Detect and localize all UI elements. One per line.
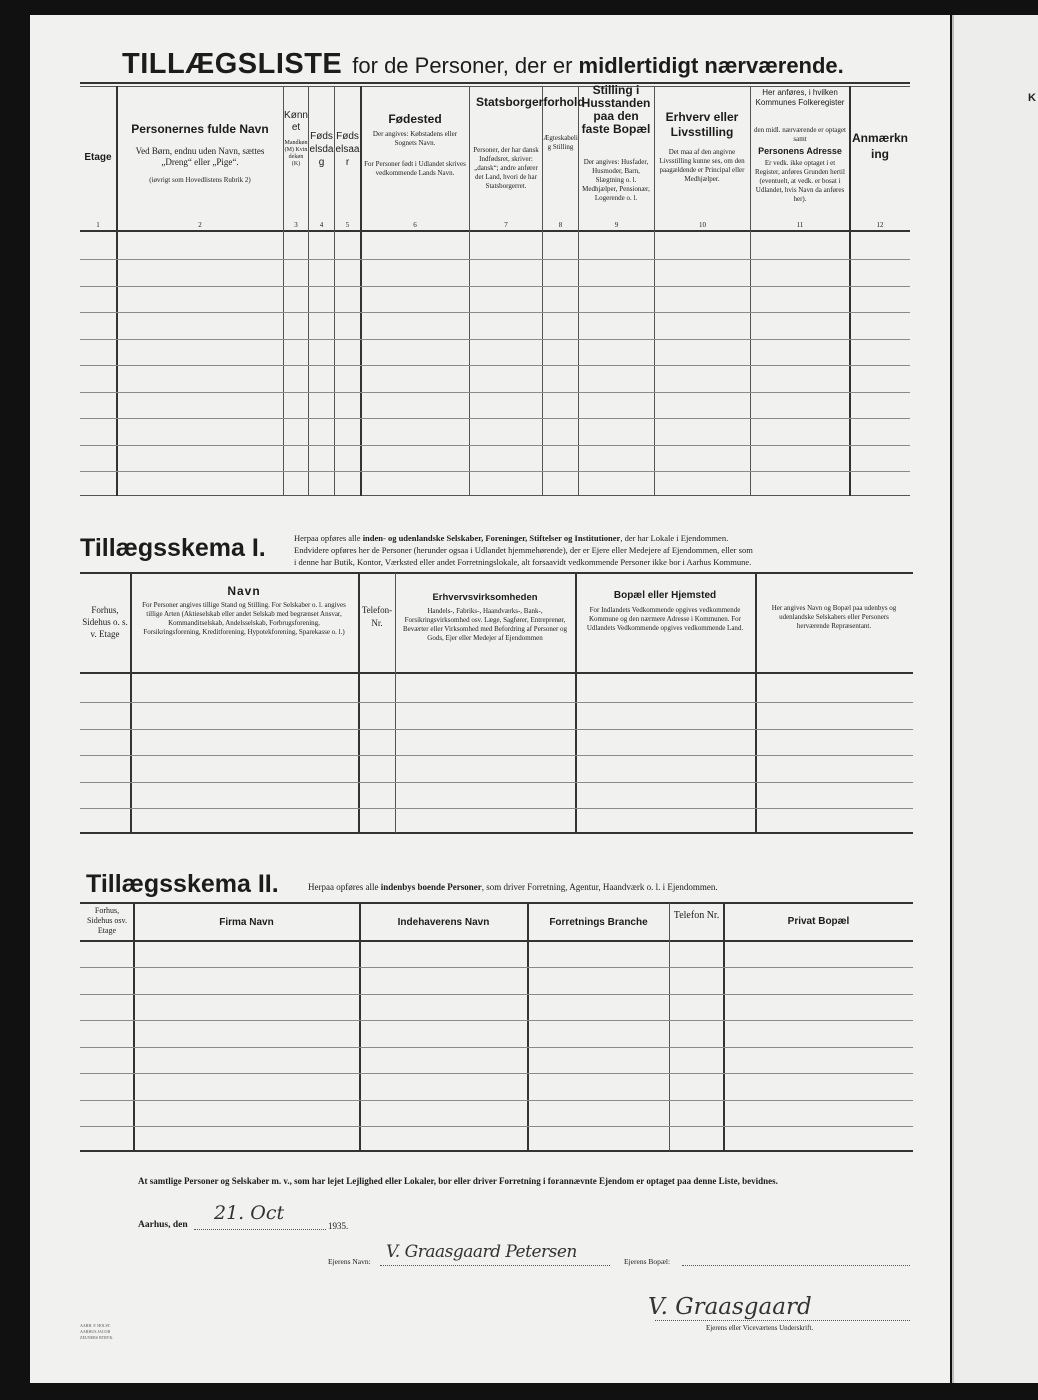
skema1-col-navn-note: For Personer angives tillige Stand og Stilling. For Selskaber o. l. angives tillige Arten (Aktieselskab eller andet Selskab med begrænset Ansvar, Kommanditselskab, Andelsselskab, Forbrugsforening, Forsikringsforening, Kreditforening, Hypotekforening, Sparekasse o. l.)	[142, 601, 346, 636]
skema1-vline	[130, 573, 132, 833]
skema2-desc-pre: Herpaa opføres alle	[308, 882, 381, 892]
skema1-col-bopael-title: Bopæl eller Hjemsted	[613, 590, 717, 601]
list-top-rule-2	[80, 86, 910, 87]
list-blank-row	[80, 312, 910, 313]
list-blank-row	[80, 471, 910, 472]
skema1-col-telefon: Telefon-Nr.	[361, 605, 393, 628]
skema2-vline	[669, 903, 670, 1151]
owner-name-signature: V. Graasgaard Petersen	[386, 1242, 577, 1262]
skema2-vline	[359, 903, 361, 1151]
col-number: 11	[796, 221, 804, 229]
date-place-label: Aarhus, den	[138, 1220, 188, 1230]
skema2-blank-row	[80, 1100, 913, 1101]
skema2-col-privat-bopael: Privat Bopæl	[787, 916, 850, 927]
skema1-vline	[395, 573, 396, 833]
list-blank-row	[80, 259, 910, 260]
owner-name-line	[380, 1265, 610, 1266]
col-folkeregister-note: den midl. nærværende er optaget samt	[754, 126, 846, 143]
skema2-header-rule	[80, 940, 913, 942]
date-place	[138, 1220, 188, 1230]
list-blank-row	[80, 418, 910, 419]
skema1-vline	[575, 573, 577, 833]
skema1-description	[294, 532, 910, 568]
skema2-vline	[133, 903, 135, 1151]
list-blank-row	[80, 445, 910, 446]
skema2-col-branche: Forretnings Branche	[549, 917, 648, 928]
skema1-blank-row	[80, 729, 913, 730]
main-title-rest: for de Personer, der er	[352, 53, 579, 78]
col-navn-note2: (iøvrigt som Hovedlistens Rubrik 2)	[149, 176, 251, 184]
col-number: 10	[699, 221, 706, 229]
list-vline	[469, 86, 470, 496]
skema2-blank-row	[80, 1047, 913, 1048]
col-navn-title: Personernes fulde Navn	[131, 122, 269, 136]
col-number: 8	[558, 221, 563, 229]
next-page-edge	[952, 15, 1038, 1383]
main-title	[122, 48, 844, 81]
signature-label: Ejerens eller Viceværtens Underskrift.	[706, 1324, 814, 1332]
next-page-letter: K	[1028, 92, 1036, 104]
skema1-desc-3: i denne har Butik, Kontor, Værksted eller andet Forretningslokale, alt forsaavidt vedkommende Personer ikke bor i Aarhus Kommune.	[294, 557, 752, 567]
skema1-col-erhverv-title: Erhvervsvirksomheden	[432, 592, 538, 603]
printer-imprint: AARH. F. HOLST. AARHUS JACOB ZEUNERS BTRYK.	[80, 1323, 114, 1340]
list-blank-row	[80, 339, 910, 340]
col-fodested-note2: For Personer født i Udlandet skrives vedkommende Lands Navn.	[364, 160, 466, 177]
skema2-blank-row	[80, 967, 913, 968]
col-number: 3	[294, 221, 298, 229]
skema1-title: Tillægsskema I.	[80, 534, 266, 562]
list-top-rule	[80, 82, 910, 84]
list-bottom-rule	[80, 495, 910, 496]
skema2-col-indehaver: Indehaverens Navn	[397, 917, 490, 928]
col-fodested-note: Der angives: Købstadens eller Sognets Navn.	[372, 130, 458, 147]
skema1-blank-row	[80, 702, 913, 703]
col-etage-title: Etage	[84, 152, 112, 163]
list-vline	[578, 86, 579, 496]
col-number: 7	[504, 221, 508, 229]
skema2-blank-row	[80, 1126, 913, 1127]
col-navn-note: Ved Børn, endnu uden Navn, sættes „Dreng“ eller „Pige“.	[135, 146, 265, 167]
skema2-blank-row	[80, 1073, 913, 1074]
owner-signature: V. Graasgaard	[648, 1294, 812, 1320]
skema1-col-navn-title: Navn	[227, 584, 261, 598]
col-adresse-title: Personens Adresse	[758, 146, 842, 156]
skema2-col-firma: Firma Navn	[219, 917, 274, 928]
col-statsborger-note: Personer, der har dansk Indfødsret, skriver: „dansk“; andre anfører det Land, hvori de har Statsborgerret.	[473, 146, 539, 190]
skema2-description	[308, 882, 718, 892]
list-vline	[360, 86, 362, 496]
col-anmaerkning-title: Anmærkning	[851, 131, 908, 161]
date-line	[194, 1229, 326, 1230]
list-blank-row	[80, 286, 910, 287]
signature-line	[655, 1320, 910, 1321]
skema2-vline	[723, 903, 725, 1151]
skema1-desc-1-bold: inden- og udenlandske Selskaber, Foreninger, Stiftelser og Institutioner	[362, 533, 621, 543]
col-number: 4	[319, 221, 324, 229]
skema2-title: Tillægsskema II.	[86, 870, 279, 898]
date-handwritten: 21. Oct	[214, 1202, 285, 1224]
col-kon-title: Kønnet	[284, 110, 308, 133]
col-erhverv-note: Det maa af den angivne Livsstilling kunne ses, om den paagældende er Principal eller Medhjælper.	[659, 148, 745, 183]
skema1-col-erhverv-note: Handels-, Fabriks-, Haandværks-, Bank-, Forsikringsvirksomhed osv. Læge, Sagfører, Entreprenør, Beværter eller Virksomhed med Befordring af Personer og Gods, Ejer eller Medejer af Ejendommen	[402, 607, 568, 642]
main-title-bold: TILLÆGSLISTE	[122, 48, 343, 80]
skema1-bottom-rule	[80, 832, 913, 834]
date-year: 1935.	[328, 1221, 349, 1231]
col-fodselsdag-title: Fødselsdag	[309, 131, 334, 168]
skema2-blank-row	[80, 1020, 913, 1021]
skema1-col-etage: Forhus, Sidehus o. s. v. Etage	[82, 605, 128, 639]
col-number: 9	[614, 221, 619, 229]
col-adresse-note: Er vedk. ikke optaget i et Register, anføres Grunden hertil (eventuelt, at vedk. er bosat i Udlandet, hvis Navn da anføres her).	[755, 159, 845, 203]
skema1-vline	[755, 573, 757, 833]
col-number: 12	[876, 221, 884, 229]
col-aegteskab-title: Ægteskabelig Stilling	[543, 134, 578, 151]
skema2-col-telefon: Telefon Nr.	[673, 910, 720, 921]
skema2-vline	[527, 903, 529, 1151]
main-title-rest-bold: midlertidigt nærværende.	[578, 53, 844, 78]
skema1-header-rule	[80, 672, 913, 674]
owner-address-label: Ejerens Bopæl:	[624, 1257, 671, 1266]
skema1-desc-1-post: , der har Lokale i Ejendommen.	[620, 533, 729, 543]
col-number: 5	[345, 221, 350, 229]
list-vline	[116, 86, 118, 496]
col-stilling-note: Der angives: Husfader, Husmoder, Barn, Slægtning o. l. Medhjælper, Pensionær, Logerende o. l.	[582, 158, 650, 202]
col-fodested-title: Fødested	[388, 112, 442, 126]
col-stilling-title: Stilling i Husstanden paa den faste Bopæl	[581, 83, 651, 136]
skema1-blank-row	[80, 808, 913, 809]
skema1-col-bopael-note: For Indlandets Vedkommende opgives vedkommende Kommune og den nærmere Adresse i Kommunen. For Udlandets Vedkommende opgives vedkommende Land.	[586, 606, 744, 632]
owner-name-label: Ejerens Navn:	[328, 1257, 371, 1266]
skema2-desc-post: , som driver Forretning, Agentur, Haandværk o. l. i Ejendommen.	[481, 882, 718, 892]
skema1-top-rule	[80, 572, 913, 574]
skema1-col-repraesentant-note: Her angives Navn og Bopæl paa udenbys og udenlandske Selskabers eller Personers herværende Repræsentant.	[771, 604, 897, 630]
col-erhverv-title: Erhverv eller Livsstilling	[665, 110, 739, 139]
col-statsborger-title: Statsborgerforhold	[476, 95, 585, 109]
skema2-top-rule	[80, 902, 913, 904]
skema1-blank-row	[80, 782, 913, 783]
skema2-blank-row	[80, 994, 913, 995]
list-header-rule	[80, 230, 910, 232]
declaration: At samtlige Personer og Selskaber m. v., som har lejet Lejlighed eller Lokaler, bor eller driver Forretning i forannævnte Ejendom er optaget paa denne Liste, bevidnes.	[138, 1176, 778, 1186]
skema2-col-etage: Forhus, Sidehus osv. Etage	[87, 906, 127, 935]
list-blank-row	[80, 392, 910, 393]
skema1-desc-2: Endvidere opføres her de Personer (herunder ogsaa i Udlandet hjemmehørende), der er Ejere eller Medejere af Ejendommen, eller som	[294, 545, 753, 555]
owner-address-line	[682, 1265, 910, 1266]
skema2-bottom-rule	[80, 1150, 913, 1152]
col-fodselsaar-title: Fødselsaar	[335, 131, 360, 168]
col-number: 1	[96, 221, 100, 229]
list-vline	[654, 86, 655, 496]
skema2-desc-bold: indenbys boende Personer	[380, 882, 482, 892]
skema1-desc-1-pre: Herpaa opføres alle	[294, 533, 363, 543]
skema1-blank-row	[80, 755, 913, 756]
col-kon-note: Mandkøn (M) Kvindekøn (K)	[284, 140, 308, 167]
col-number: 6	[413, 221, 417, 229]
col-folkeregister-title: Her anføres, i hvilken Kommunes Folkeregister	[755, 88, 845, 107]
col-number: 2	[198, 221, 202, 229]
list-blank-row	[80, 365, 910, 366]
